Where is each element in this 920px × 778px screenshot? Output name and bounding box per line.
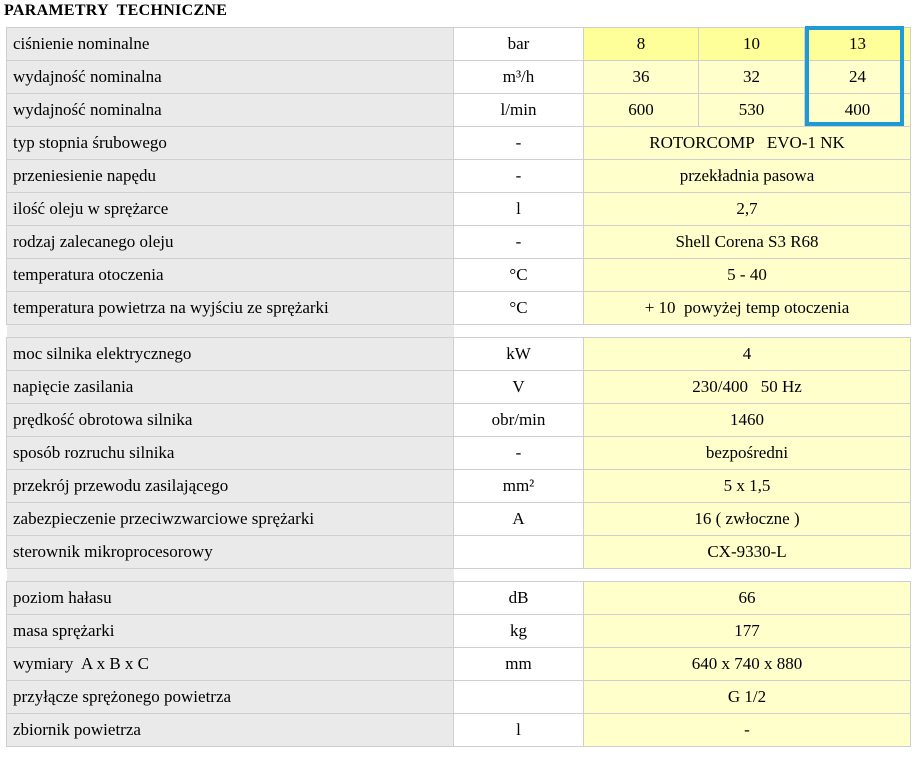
table-row: [7, 61, 911, 94]
param-name: rodzaj zalecanego oleju: [7, 226, 454, 259]
param-name: przeniesienie napędu: [7, 160, 454, 193]
param-name: sterownik mikroprocesorowy: [7, 536, 454, 569]
param-value: 177: [584, 615, 911, 648]
param-value: Shell Corena S3 R68: [584, 226, 911, 259]
param-name: zabezpieczenie przeciwzwarciowe sprężarki: [7, 503, 454, 536]
param-name: ciśnienie nominalne: [7, 28, 454, 61]
param-unit: bar: [454, 28, 584, 61]
param-value: 16 ( zwłoczne ): [584, 503, 911, 536]
param-name: temperatura otoczenia: [7, 259, 454, 292]
table-row: [7, 226, 911, 259]
table-row: [7, 404, 911, 437]
param-unit: -: [454, 127, 584, 160]
param-value: 600: [584, 94, 699, 127]
param-value: bezpośredni: [584, 437, 911, 470]
param-name: zbiornik powietrza: [7, 714, 454, 747]
param-value: 13: [805, 28, 911, 61]
page-title: PARAMETRY TECHNICZNE: [4, 2, 228, 19]
table-row: [7, 470, 911, 503]
param-value: 400: [805, 94, 911, 127]
param-value: 5 - 40: [584, 259, 911, 292]
param-value: ROTORCOMP EVO-1 NK: [584, 127, 911, 160]
table-row: [7, 714, 911, 747]
param-value: 36: [584, 61, 699, 94]
param-value: 10: [699, 28, 805, 61]
table-row: [7, 437, 911, 470]
param-unit: obr/min: [454, 404, 584, 437]
table-row: [7, 615, 911, 648]
param-unit: -: [454, 160, 584, 193]
param-unit: kg: [454, 615, 584, 648]
param-value: -: [584, 714, 911, 747]
param-unit: mm²: [454, 470, 584, 503]
param-unit: l: [454, 714, 584, 747]
param-value: 530: [699, 94, 805, 127]
table-row: [7, 193, 911, 226]
table-row: [7, 259, 911, 292]
table-row: [7, 94, 911, 127]
table-row: [7, 28, 911, 61]
param-value: G 1/2: [584, 681, 911, 714]
technical-parameters-table: [6, 27, 911, 747]
param-unit: A: [454, 503, 584, 536]
param-name: sposób rozruchu silnika: [7, 437, 454, 470]
param-unit: dB: [454, 582, 584, 615]
param-value: 66: [584, 582, 911, 615]
param-value: 2,7: [584, 193, 911, 226]
table-row: [7, 503, 911, 536]
param-unit: V: [454, 371, 584, 404]
param-name: wymiary A x B x C: [7, 648, 454, 681]
param-unit: °C: [454, 259, 584, 292]
param-unit: kW: [454, 338, 584, 371]
param-value: + 10 powyżej temp otoczenia: [584, 292, 911, 325]
param-unit: [454, 681, 584, 714]
param-value: 1460: [584, 404, 911, 437]
param-name: wydajność nominalna: [7, 94, 454, 127]
table-row: [7, 536, 911, 569]
param-name: przekrój przewodu zasilającego: [7, 470, 454, 503]
param-unit: [454, 536, 584, 569]
param-name: typ stopnia śrubowego: [7, 127, 454, 160]
param-name: masa sprężarki: [7, 615, 454, 648]
param-name: przyłącze sprężonego powietrza: [7, 681, 454, 714]
param-unit: mm: [454, 648, 584, 681]
param-unit: m³/h: [454, 61, 584, 94]
param-value: 8: [584, 28, 699, 61]
table-row: [7, 371, 911, 404]
param-unit: l: [454, 193, 584, 226]
param-name: napięcie zasilania: [7, 371, 454, 404]
param-value: 640 x 740 x 880: [584, 648, 911, 681]
table-row: [7, 338, 911, 371]
param-value: 230/400 50 Hz: [584, 371, 911, 404]
param-name: wydajność nominalna: [7, 61, 454, 94]
param-unit: -: [454, 226, 584, 259]
param-name: prędkość obrotowa silnika: [7, 404, 454, 437]
table-row: [7, 681, 911, 714]
param-name: poziom hałasu: [7, 582, 454, 615]
table-row: [7, 160, 911, 193]
param-value: przekładnia pasowa: [584, 160, 911, 193]
param-value: CX-9330-L: [584, 536, 911, 569]
table-row: [7, 127, 911, 160]
param-value: 24: [805, 61, 911, 94]
param-value: 32: [699, 61, 805, 94]
table-row: [7, 582, 911, 615]
param-value: 5 x 1,5: [584, 470, 911, 503]
param-name: moc silnika elektrycznego: [7, 338, 454, 371]
section-divider: [7, 325, 911, 338]
section-divider: [7, 569, 911, 582]
table-row: [7, 648, 911, 681]
param-unit: -: [454, 437, 584, 470]
param-name: ilość oleju w sprężarce: [7, 193, 454, 226]
param-name: temperatura powietrza na wyjściu ze sprężarki: [7, 292, 454, 325]
param-unit: °C: [454, 292, 584, 325]
param-value: 4: [584, 338, 911, 371]
table-row: [7, 292, 911, 325]
param-unit: l/min: [454, 94, 584, 127]
